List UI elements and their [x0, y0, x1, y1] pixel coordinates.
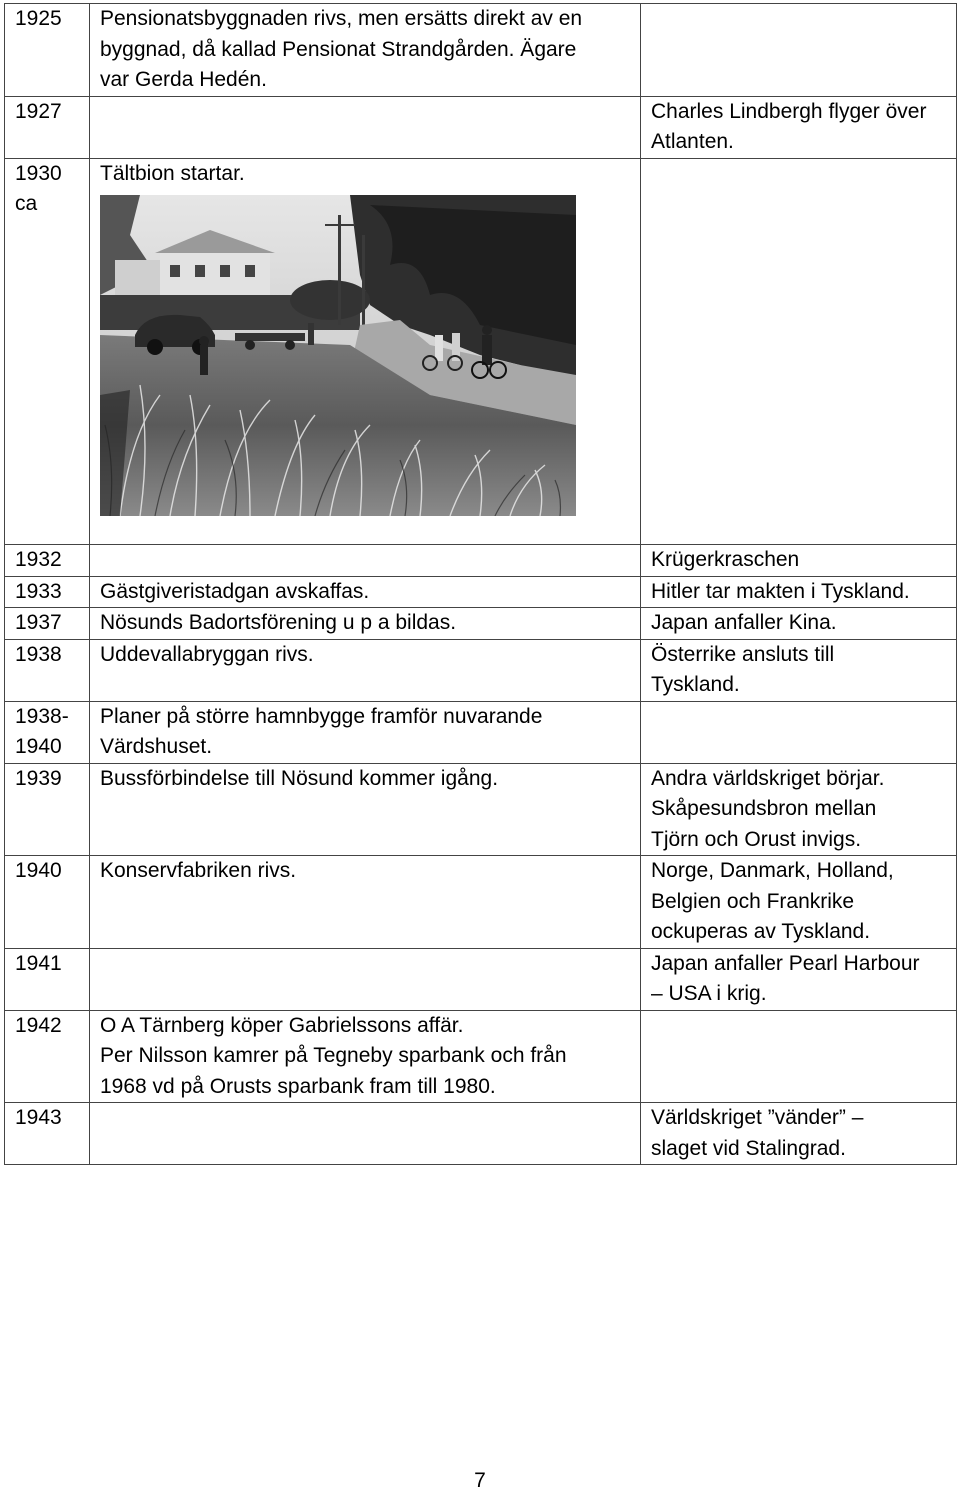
local-event-cell: Bussförbindelse till Nösund kommer igång.	[90, 763, 641, 856]
world-event-cell: Världskriget ”vänder” – slaget vid Stalingrad.	[641, 1103, 957, 1165]
table-row	[5, 576, 957, 608]
year-cell: 1938	[5, 639, 90, 701]
world-event-cell	[641, 701, 957, 763]
table-row	[5, 639, 957, 701]
year-cell: 1933	[5, 576, 90, 608]
year-cell: 1937	[5, 608, 90, 640]
photo-frame	[100, 189, 630, 544]
table-row	[5, 1103, 957, 1165]
local-event-cell	[90, 96, 641, 158]
local-event-cell: Gästgiveristadgan avskaffas.	[90, 576, 641, 608]
world-event-cell: Charles Lindbergh flyger över Atlanten.	[641, 96, 957, 158]
year-cell: 1925	[5, 4, 90, 97]
local-event-cell	[90, 545, 641, 577]
local-event-cell: Uddevallabryggan rivs.	[90, 639, 641, 701]
local-event-cell: Konservfabriken rivs.	[90, 856, 641, 949]
local-event-cell: Tältbion startar.	[90, 158, 641, 545]
year-cell: 1941	[5, 948, 90, 1010]
table-row	[5, 96, 957, 158]
table-row	[5, 545, 957, 577]
local-event-cell: Nösunds Badortsförening u p a bildas.	[90, 608, 641, 640]
year-cell: 1927	[5, 96, 90, 158]
table-row	[5, 948, 957, 1010]
world-event-cell: Hitler tar makten i Tyskland.	[641, 576, 957, 608]
table-row	[5, 701, 957, 763]
table-row	[5, 763, 957, 856]
local-event-cell	[90, 948, 641, 1010]
year-cell: 1932	[5, 545, 90, 577]
world-event-cell: Japan anfaller Pearl Harbour – USA i krig.	[641, 948, 957, 1010]
year-cell: 1942	[5, 1010, 90, 1103]
local-event-cell	[90, 1103, 641, 1165]
table-row	[5, 1010, 957, 1103]
world-event-cell: Norge, Danmark, Holland, Belgien och Frankrike ockuperas av Tyskland.	[641, 856, 957, 949]
year-cell: 1939	[5, 763, 90, 856]
world-event-cell	[641, 1010, 957, 1103]
local-event-cell: Pensionatsbyggnaden rivs, men ersätts direkt av en byggnad, då kallad Pensionat Strandgården. Ägare var Gerda Hedén.	[90, 4, 641, 97]
historical-photo	[100, 195, 576, 516]
local-event-cell: Planer på större hamnbygge framför nuvarande Värdshuset.	[90, 701, 641, 763]
year-cell: 1943	[5, 1103, 90, 1165]
world-event-cell: Österrike ansluts till Tyskland.	[641, 639, 957, 701]
page-number: 7	[474, 1469, 486, 1492]
world-event-cell: Japan anfaller Kina.	[641, 608, 957, 640]
world-event-cell	[641, 4, 957, 97]
table-row	[5, 4, 957, 97]
local-event-cell: O A Tärnberg köper Gabrielssons affär. Per Nilsson kamrer på Tegneby sparbank och från 1968 vd på Orusts sparbank fram till 1980.	[90, 1010, 641, 1103]
timeline-table	[4, 3, 957, 1165]
table-row	[5, 856, 957, 949]
year-cell: 1930 ca	[5, 158, 90, 545]
year-cell: 1940	[5, 856, 90, 949]
year-cell: 1938- 1940	[5, 701, 90, 763]
table-row	[5, 608, 957, 640]
table-row	[5, 158, 957, 545]
world-event-cell: Andra världskriget börjar. Skåpesundsbron mellan Tjörn och Orust invigs.	[641, 763, 957, 856]
world-event-cell: Krügerkraschen	[641, 545, 957, 577]
world-event-cell	[641, 158, 957, 545]
